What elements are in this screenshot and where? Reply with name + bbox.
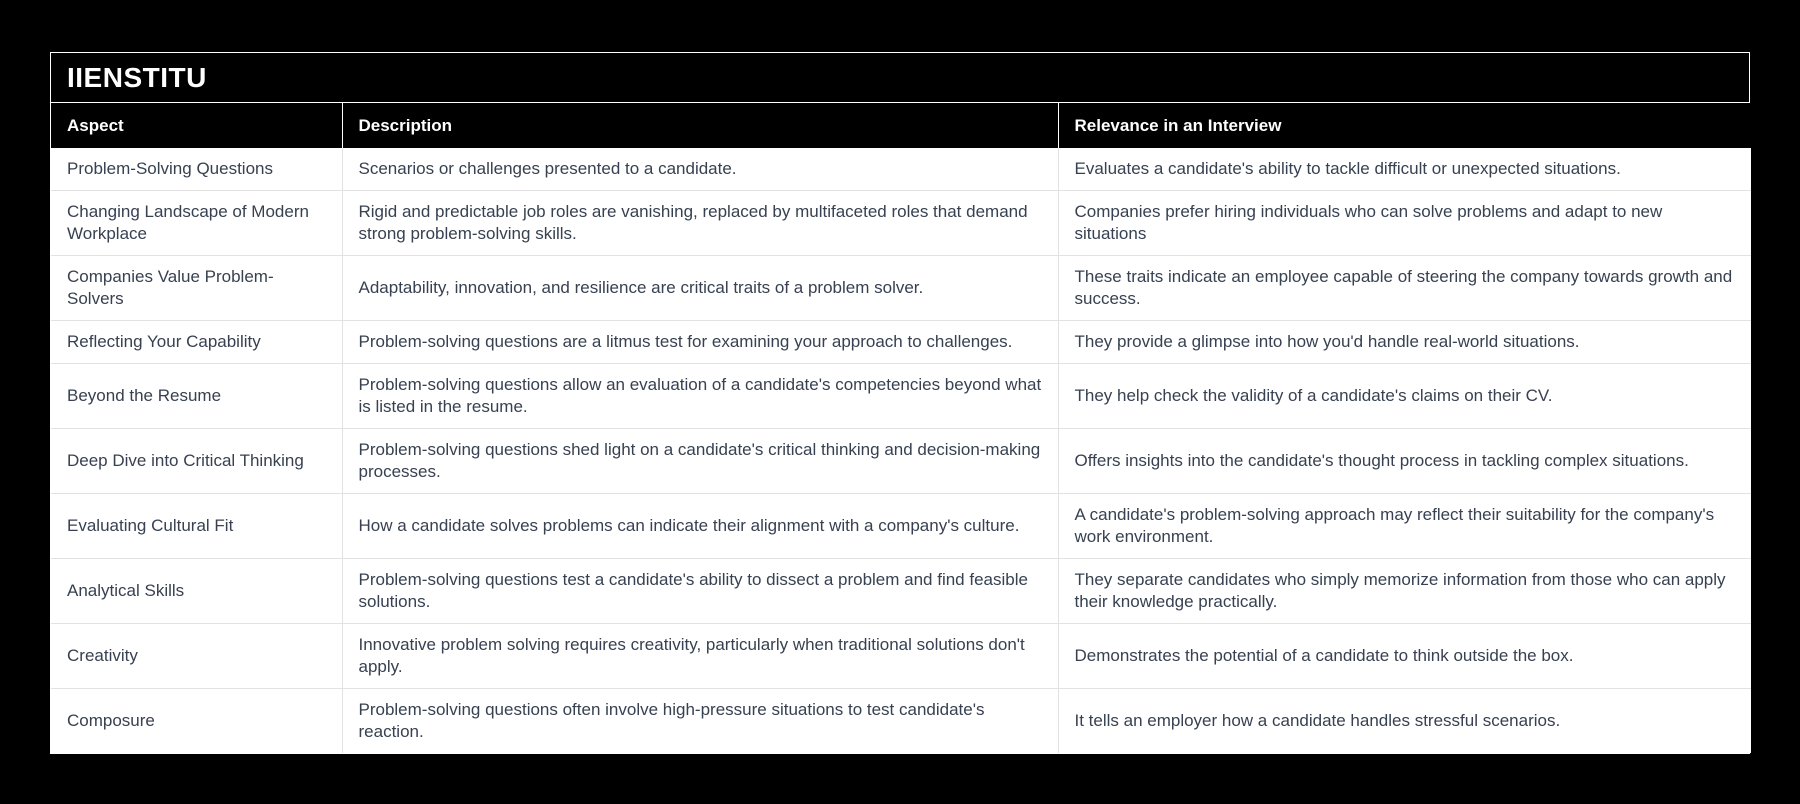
table-row (51, 624, 1751, 689)
cell-aspect: Composure (51, 689, 342, 754)
cell-relevance: Evaluates a candidate's ability to tackle difficult or unexpected situations. (1058, 148, 1751, 191)
cell-description: Problem-solving questions often involve high-pressure situations to test candidate's reaction. (342, 689, 1058, 754)
table-row (51, 364, 1751, 429)
cell-relevance: They provide a glimpse into how you'd handle real-world situations. (1058, 321, 1751, 364)
cell-description: Rigid and predictable job roles are vanishing, replaced by multifaceted roles that demand strong problem-solving skills. (342, 191, 1058, 256)
cell-description: Adaptability, innovation, and resilience are critical traits of a problem solver. (342, 256, 1058, 321)
cell-aspect: Companies Value Problem-Solvers (51, 256, 342, 321)
cell-description: Problem-solving questions test a candidate's ability to dissect a problem and find feasible solutions. (342, 559, 1058, 624)
table-row (51, 559, 1751, 624)
table-row (51, 256, 1751, 321)
cell-description: Problem-solving questions shed light on a candidate's critical thinking and decision-making processes. (342, 429, 1058, 494)
table-row (51, 321, 1751, 364)
cell-relevance: Companies prefer hiring individuals who can solve problems and adapt to new situations (1058, 191, 1751, 256)
cell-relevance: These traits indicate an employee capable of steering the company towards growth and success. (1058, 256, 1751, 321)
cell-relevance: It tells an employer how a candidate handles stressful scenarios. (1058, 689, 1751, 754)
aspects-table (51, 103, 1751, 753)
table-header (51, 103, 1751, 148)
cell-relevance: A candidate's problem-solving approach may reflect their suitability for the company's work environment. (1058, 494, 1751, 559)
table-row (51, 689, 1751, 754)
cell-aspect: Beyond the Resume (51, 364, 342, 429)
cell-relevance: They separate candidates who simply memorize information from those who can apply their knowledge practically. (1058, 559, 1751, 624)
cell-relevance: Offers insights into the candidate's thought process in tackling complex situations. (1058, 429, 1751, 494)
table-row (51, 191, 1751, 256)
table-row (51, 494, 1751, 559)
cell-aspect: Analytical Skills (51, 559, 342, 624)
table-body (51, 148, 1751, 753)
cell-aspect: Creativity (51, 624, 342, 689)
column-header-aspect: Aspect (51, 103, 342, 148)
cell-description: Scenarios or challenges presented to a candidate. (342, 148, 1058, 191)
cell-description: Problem-solving questions are a litmus test for examining your approach to challenges. (342, 321, 1058, 364)
cell-aspect: Reflecting Your Capability (51, 321, 342, 364)
page-title: IIENSTITU (51, 53, 1749, 103)
cell-description: How a candidate solves problems can indicate their alignment with a company's culture. (342, 494, 1058, 559)
header-row (51, 103, 1751, 148)
cell-aspect: Evaluating Cultural Fit (51, 494, 342, 559)
cell-aspect: Changing Landscape of Modern Workplace (51, 191, 342, 256)
cell-description: Innovative problem solving requires creativity, particularly when traditional solutions don't apply. (342, 624, 1058, 689)
content-table-card (50, 52, 1750, 754)
table-row (51, 429, 1751, 494)
table-row (51, 148, 1751, 191)
cell-relevance: They help check the validity of a candidate's claims on their CV. (1058, 364, 1751, 429)
column-header-relevance: Relevance in an Interview (1058, 103, 1751, 148)
cell-aspect: Problem-Solving Questions (51, 148, 342, 191)
column-header-description: Description (342, 103, 1058, 148)
cell-description: Problem-solving questions allow an evaluation of a candidate's competencies beyond what is listed in the resume. (342, 364, 1058, 429)
cell-aspect: Deep Dive into Critical Thinking (51, 429, 342, 494)
cell-relevance: Demonstrates the potential of a candidate to think outside the box. (1058, 624, 1751, 689)
